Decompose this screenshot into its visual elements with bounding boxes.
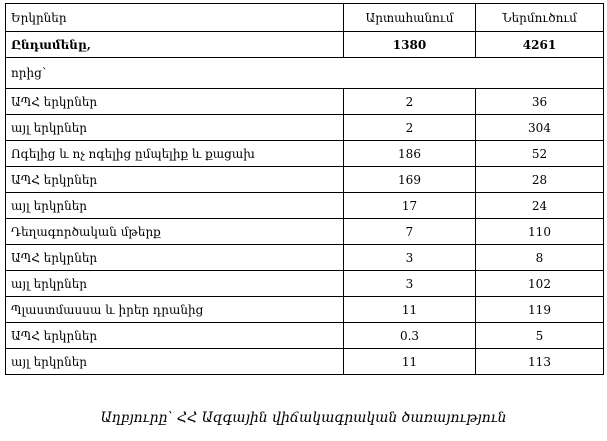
row-export: 2 <box>344 115 476 141</box>
row-import: 304 <box>476 115 604 141</box>
row-import: 102 <box>476 271 604 297</box>
row-import: 110 <box>476 219 604 245</box>
row-export: 17 <box>344 193 476 219</box>
total-row <box>6 32 604 58</box>
table-row <box>6 167 604 193</box>
row-label: ԱՊՀ երկրներ <box>6 245 344 271</box>
row-label: Պլաստմասսա և իրեր դրանից <box>6 297 344 323</box>
row-export: 186 <box>344 141 476 167</box>
row-label: ԱՊՀ երկրներ <box>6 89 344 115</box>
row-label: ԱՊՀ երկրներ <box>6 323 344 349</box>
row-label: Դեղագործական մթերք <box>6 219 344 245</box>
row-export: 3 <box>344 271 476 297</box>
row-label: ԱՊՀ երկրներ <box>6 167 344 193</box>
row-export: 169 <box>344 167 476 193</box>
table-row <box>6 323 604 349</box>
header-row <box>6 4 604 32</box>
subheader-label: որից՝ <box>6 58 604 89</box>
table-row <box>6 297 604 323</box>
table-row <box>6 219 604 245</box>
header-countries: Երկրներ <box>6 4 344 32</box>
row-import: 52 <box>476 141 604 167</box>
total-import: 4261 <box>476 32 604 58</box>
table-row <box>6 141 604 167</box>
table-row <box>6 245 604 271</box>
row-export: 11 <box>344 297 476 323</box>
table-row <box>6 349 604 375</box>
row-import: 113 <box>476 349 604 375</box>
row-export: 11 <box>344 349 476 375</box>
row-export: 2 <box>344 89 476 115</box>
row-import: 24 <box>476 193 604 219</box>
row-import: 8 <box>476 245 604 271</box>
row-import: 119 <box>476 297 604 323</box>
row-import: 36 <box>476 89 604 115</box>
row-label: այլ երկրներ <box>6 271 344 297</box>
table-row <box>6 193 604 219</box>
table-row <box>6 89 604 115</box>
table-row <box>6 271 604 297</box>
header-export: Արտահանում <box>344 4 476 32</box>
row-import: 28 <box>476 167 604 193</box>
header-import: Ներմուծում <box>476 4 604 32</box>
row-label: այլ երկրներ <box>6 193 344 219</box>
row-label: այլ երկրներ <box>6 115 344 141</box>
table-row <box>6 115 604 141</box>
total-export: 1380 <box>344 32 476 58</box>
row-export: 0.3 <box>344 323 476 349</box>
trade-table <box>5 3 604 375</box>
row-import: 5 <box>476 323 604 349</box>
source-caption: Աղբյուրը՝ ՀՀ Ազգային վիճակագրական ծառայություն <box>100 410 507 426</box>
row-label: այլ երկրներ <box>6 349 344 375</box>
subheader-row <box>6 58 604 89</box>
row-label: Ոգելից և ոչ ոգելից ըմպելիք և քացախ <box>6 141 344 167</box>
row-export: 3 <box>344 245 476 271</box>
total-label: Ընդամենը, <box>6 32 344 58</box>
row-export: 7 <box>344 219 476 245</box>
